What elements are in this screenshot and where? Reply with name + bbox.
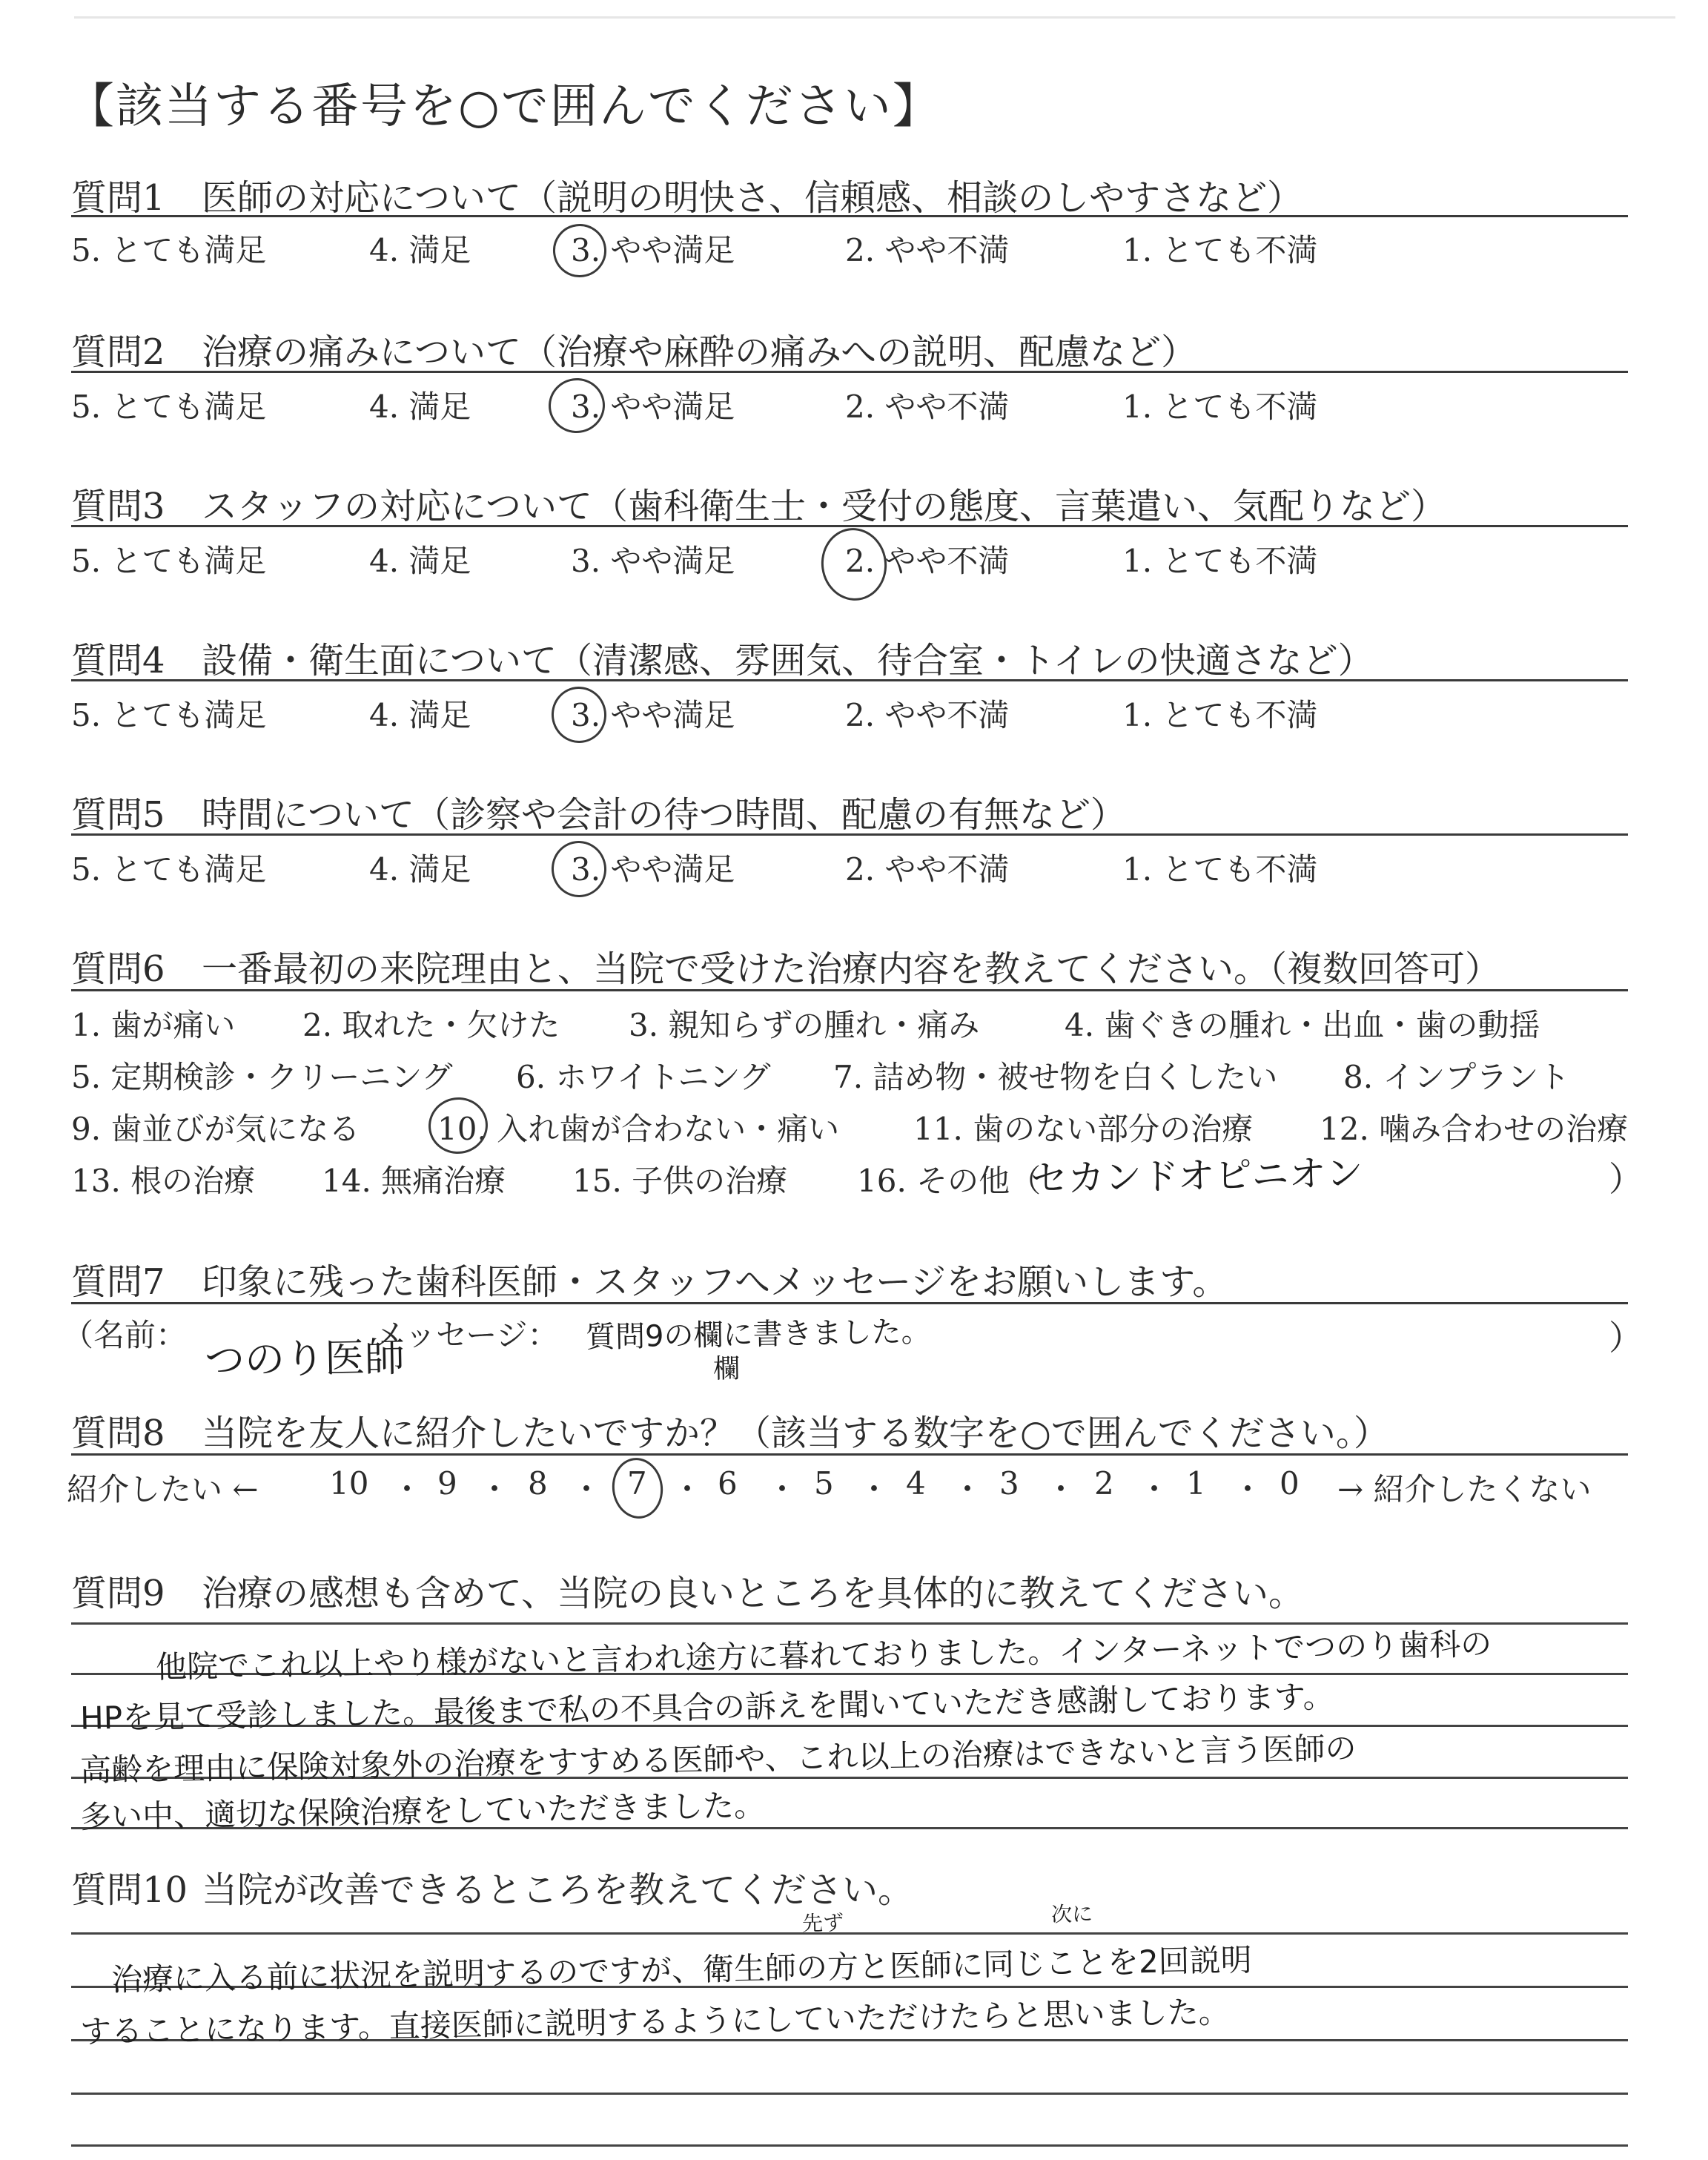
close-paren: ） bbox=[1609, 1159, 1643, 1199]
scale-dot: ・ bbox=[672, 1471, 704, 1507]
question-text: 印象に残った歯科医師・スタッフへメッセージをお願いします。 bbox=[202, 1261, 1228, 1303]
answer-line bbox=[71, 2144, 1628, 2147]
question-text: 設備・衛生面について（清潔感、雰囲気、待合室・トイレの快適さなど） bbox=[202, 640, 1374, 681]
question-text: 治療の感想も含めて、当院の良いところを具体的に教えてください。 bbox=[202, 1573, 1305, 1614]
reason-option-15[interactable]: 15. 子供の治療 bbox=[572, 1163, 788, 1199]
question-10-title bbox=[71, 1861, 913, 1912]
scale-value-0[interactable]: 0 bbox=[1280, 1465, 1300, 1502]
rating-option-1[interactable]: 1. とても不満 bbox=[1122, 851, 1318, 888]
scale-dot: ・ bbox=[391, 1471, 423, 1507]
question-2-rule bbox=[71, 371, 1628, 373]
rating-option-3[interactable]: 3. やや満足 bbox=[571, 389, 735, 425]
question-7-title bbox=[71, 1253, 1228, 1304]
question-2-title bbox=[71, 323, 1196, 374]
answer-line bbox=[71, 1932, 1628, 1935]
reason-option-6[interactable]: 6. ホワイトニング bbox=[516, 1059, 771, 1095]
question-number: 質問8 bbox=[71, 1413, 165, 1454]
rating-option-2[interactable]: 2. やや不満 bbox=[845, 543, 1010, 579]
rating-option-4[interactable]: 4. 満足 bbox=[369, 697, 471, 733]
reason-option-8[interactable]: 8. インプラント bbox=[1343, 1059, 1570, 1095]
rating-option-5[interactable]: 5. とても満足 bbox=[71, 389, 267, 425]
question-number: 質問7 bbox=[71, 1261, 165, 1303]
question-text: スタッフの対応について（歯科衛生士・受付の態度、言葉遣い、気配りなど） bbox=[202, 486, 1447, 527]
question-4-title bbox=[71, 632, 1374, 683]
rating-option-3[interactable]: 3. やや満足 bbox=[571, 851, 735, 888]
reason-option-2[interactable]: 2. 取れた・欠けた bbox=[302, 1007, 560, 1043]
message-correction: 欄 bbox=[712, 1353, 741, 1385]
scale-dot: ・ bbox=[1045, 1471, 1077, 1507]
scale-dot: ・ bbox=[858, 1471, 890, 1507]
question-text: 当院が改善できるところを教えてください。 bbox=[202, 1869, 914, 1911]
question-9-title bbox=[71, 1565, 1304, 1616]
selection-circle bbox=[609, 1455, 667, 1522]
question-number: 質問6 bbox=[71, 948, 165, 990]
name-handwritten: つのり医師 bbox=[204, 1333, 406, 1384]
scale-dot: ・ bbox=[952, 1471, 984, 1507]
scale-value-6[interactable]: 6 bbox=[718, 1465, 738, 1502]
question-number: 質問2 bbox=[71, 331, 165, 373]
other-handwritten-text: セカンドオピニオン bbox=[1030, 1152, 1364, 1200]
rating-option-1[interactable]: 1. とても不満 bbox=[1122, 697, 1318, 733]
question-6-title bbox=[71, 940, 1500, 991]
question-text: 時間について（診察や会計の待つ時間、配慮の有無など） bbox=[202, 794, 1127, 836]
rating-option-5[interactable]: 5. とても満足 bbox=[71, 543, 267, 579]
question-number: 質問1 bbox=[71, 177, 165, 219]
question-text: 当院を友人に紹介したいですか？（該当する数字を○で囲んでください。） bbox=[202, 1413, 1389, 1454]
scale-value-9[interactable]: 9 bbox=[437, 1465, 457, 1502]
handwritten-line: 高齢を理由に保険対象外の治療をすすめる医師や、これ以上の治療はできないと言う医師の bbox=[79, 1729, 1357, 1789]
scale-dot: ・ bbox=[767, 1471, 798, 1507]
scale-dot: ・ bbox=[1139, 1471, 1171, 1507]
close-paren: ） bbox=[1609, 1318, 1643, 1358]
reason-option-9[interactable]: 9. 歯並びが気になる bbox=[71, 1111, 360, 1147]
scale-dot: ・ bbox=[571, 1471, 603, 1507]
rating-option-5[interactable]: 5. とても満足 bbox=[71, 851, 267, 888]
question-8-title bbox=[71, 1404, 1389, 1456]
scale-dot: ・ bbox=[479, 1471, 511, 1507]
rating-option-2[interactable]: 2. やや不満 bbox=[845, 232, 1010, 268]
question-1-rule bbox=[71, 215, 1628, 217]
scale-value-7[interactable]: 7 bbox=[627, 1465, 647, 1502]
rating-option-3[interactable]: 3. やや満足 bbox=[571, 232, 735, 268]
rating-option-4[interactable]: 4. 満足 bbox=[369, 232, 471, 268]
question-number: 質問5 bbox=[71, 794, 165, 836]
scale-value-5[interactable]: 5 bbox=[814, 1465, 834, 1502]
scale-right-label: → 紹介したくない bbox=[1337, 1471, 1592, 1507]
reason-option-10[interactable]: 10. 入れ歯が合わない・痛い bbox=[437, 1111, 840, 1147]
handwritten-line: 多い中、適切な保険治療をしていただきました。 bbox=[79, 1786, 766, 1836]
scale-value-3[interactable]: 3 bbox=[999, 1465, 1019, 1502]
question-5-title bbox=[71, 786, 1126, 837]
scale-dot: ・ bbox=[1232, 1471, 1264, 1507]
handwritten-line: HPを見て受診しました。最後まで私の不具合の訴えを聞いていただき感謝しております。 bbox=[79, 1678, 1334, 1737]
rating-option-1[interactable]: 1. とても不満 bbox=[1122, 543, 1318, 579]
question-number: 質問10 bbox=[71, 1869, 188, 1911]
question-1-title bbox=[71, 169, 1302, 220]
rating-option-5[interactable]: 5. とても満足 bbox=[71, 232, 267, 268]
message-label: メッセージ： bbox=[374, 1317, 559, 1353]
rating-option-4[interactable]: 4. 満足 bbox=[369, 851, 471, 888]
question-number: 質問9 bbox=[71, 1573, 165, 1614]
question-4-rule bbox=[71, 679, 1628, 681]
handwritten-annotation: 先ず bbox=[801, 1910, 844, 1936]
rating-option-2[interactable]: 2. やや不満 bbox=[845, 697, 1010, 733]
rating-option-3[interactable]: 3. やや満足 bbox=[571, 543, 735, 579]
answer-line bbox=[71, 2093, 1628, 2095]
rating-option-4[interactable]: 4. 満足 bbox=[369, 543, 471, 579]
question-3-title bbox=[71, 478, 1446, 529]
scale-value-1[interactable]: 1 bbox=[1186, 1465, 1206, 1502]
reason-option-5[interactable]: 5. 定期検診・クリーニング bbox=[71, 1059, 453, 1095]
question-3-rule bbox=[71, 525, 1628, 527]
handwritten-line: することになります。直接医師に説明するようにしていただけたらと思いました。 bbox=[79, 1993, 1231, 2050]
selection-circle bbox=[817, 524, 892, 604]
handwritten-line: 治療に入る前に状況を説明するのですが、衛生師の方と医師に同じことを2回説明 bbox=[110, 1941, 1253, 1998]
scale-value-8[interactable]: 8 bbox=[528, 1465, 548, 1502]
handwritten-line: 他院でこれ以上やり様がないと言われ途方に暮れておりました。インターネットでつのり歯科の bbox=[155, 1625, 1492, 1685]
reason-option-11[interactable]: 11. 歯のない部分の治療 bbox=[913, 1111, 1254, 1147]
rating-option-1[interactable]: 1. とても不満 bbox=[1122, 232, 1318, 268]
reason-option-12[interactable]: 12. 噛み合わせの治療 bbox=[1320, 1111, 1629, 1147]
question-number: 質問3 bbox=[71, 486, 165, 527]
rating-option-5[interactable]: 5. とても満足 bbox=[71, 697, 267, 733]
reason-option-16[interactable]: 16. その他（ bbox=[857, 1163, 1042, 1199]
rating-option-2[interactable]: 2. やや不満 bbox=[845, 389, 1010, 425]
page-heading: 【該当する番号を○で囲んでください】 bbox=[67, 79, 941, 134]
question-8-rule bbox=[71, 1453, 1628, 1456]
reason-option-3[interactable]: 3. 親知らずの腫れ・痛み bbox=[629, 1007, 980, 1043]
rating-option-3[interactable]: 3. やや満足 bbox=[571, 697, 735, 733]
message-handwritten: 質問9の欄に書きました。 bbox=[585, 1314, 931, 1355]
question-text: 治療の痛みについて（治療や麻酔の痛みへの説明、配慮など） bbox=[202, 331, 1197, 373]
rating-option-4[interactable]: 4. 満足 bbox=[369, 389, 471, 425]
reason-option-1[interactable]: 1. 歯が痛い bbox=[71, 1007, 236, 1043]
question-5-rule bbox=[71, 833, 1628, 836]
top-border bbox=[74, 16, 1675, 19]
handwritten-annotation: 次に bbox=[1050, 1901, 1093, 1927]
rating-option-1[interactable]: 1. とても不満 bbox=[1122, 389, 1318, 425]
question-6-rule bbox=[71, 989, 1628, 991]
scale-value-4[interactable]: 4 bbox=[906, 1465, 926, 1502]
reason-option-4[interactable]: 4. 歯ぐきの腫れ・出血・歯の動揺 bbox=[1065, 1007, 1540, 1043]
scale-value-10[interactable]: 10 bbox=[329, 1465, 369, 1502]
scale-left-label: 紹介したい ← bbox=[67, 1471, 259, 1507]
question-number: 質問4 bbox=[71, 640, 165, 681]
question-7-rule bbox=[71, 1302, 1628, 1304]
name-label: （名前： bbox=[62, 1317, 188, 1353]
rating-option-2[interactable]: 2. やや不満 bbox=[845, 851, 1010, 888]
reason-option-13[interactable]: 13. 根の治療 bbox=[71, 1163, 256, 1199]
question-text: 一番最初の来院理由と、当院で受けた治療内容を教えてください。（複数回答可） bbox=[202, 948, 1501, 990]
question-text: 医師の対応について（説明の明快さ、信頼感、相談のしやすさなど） bbox=[202, 177, 1303, 219]
reason-option-7[interactable]: 7. 詰め物・被せ物を白くしたい bbox=[833, 1059, 1278, 1095]
scale-value-2[interactable]: 2 bbox=[1094, 1465, 1114, 1502]
reason-option-14[interactable]: 14. 無痛治療 bbox=[322, 1163, 506, 1199]
